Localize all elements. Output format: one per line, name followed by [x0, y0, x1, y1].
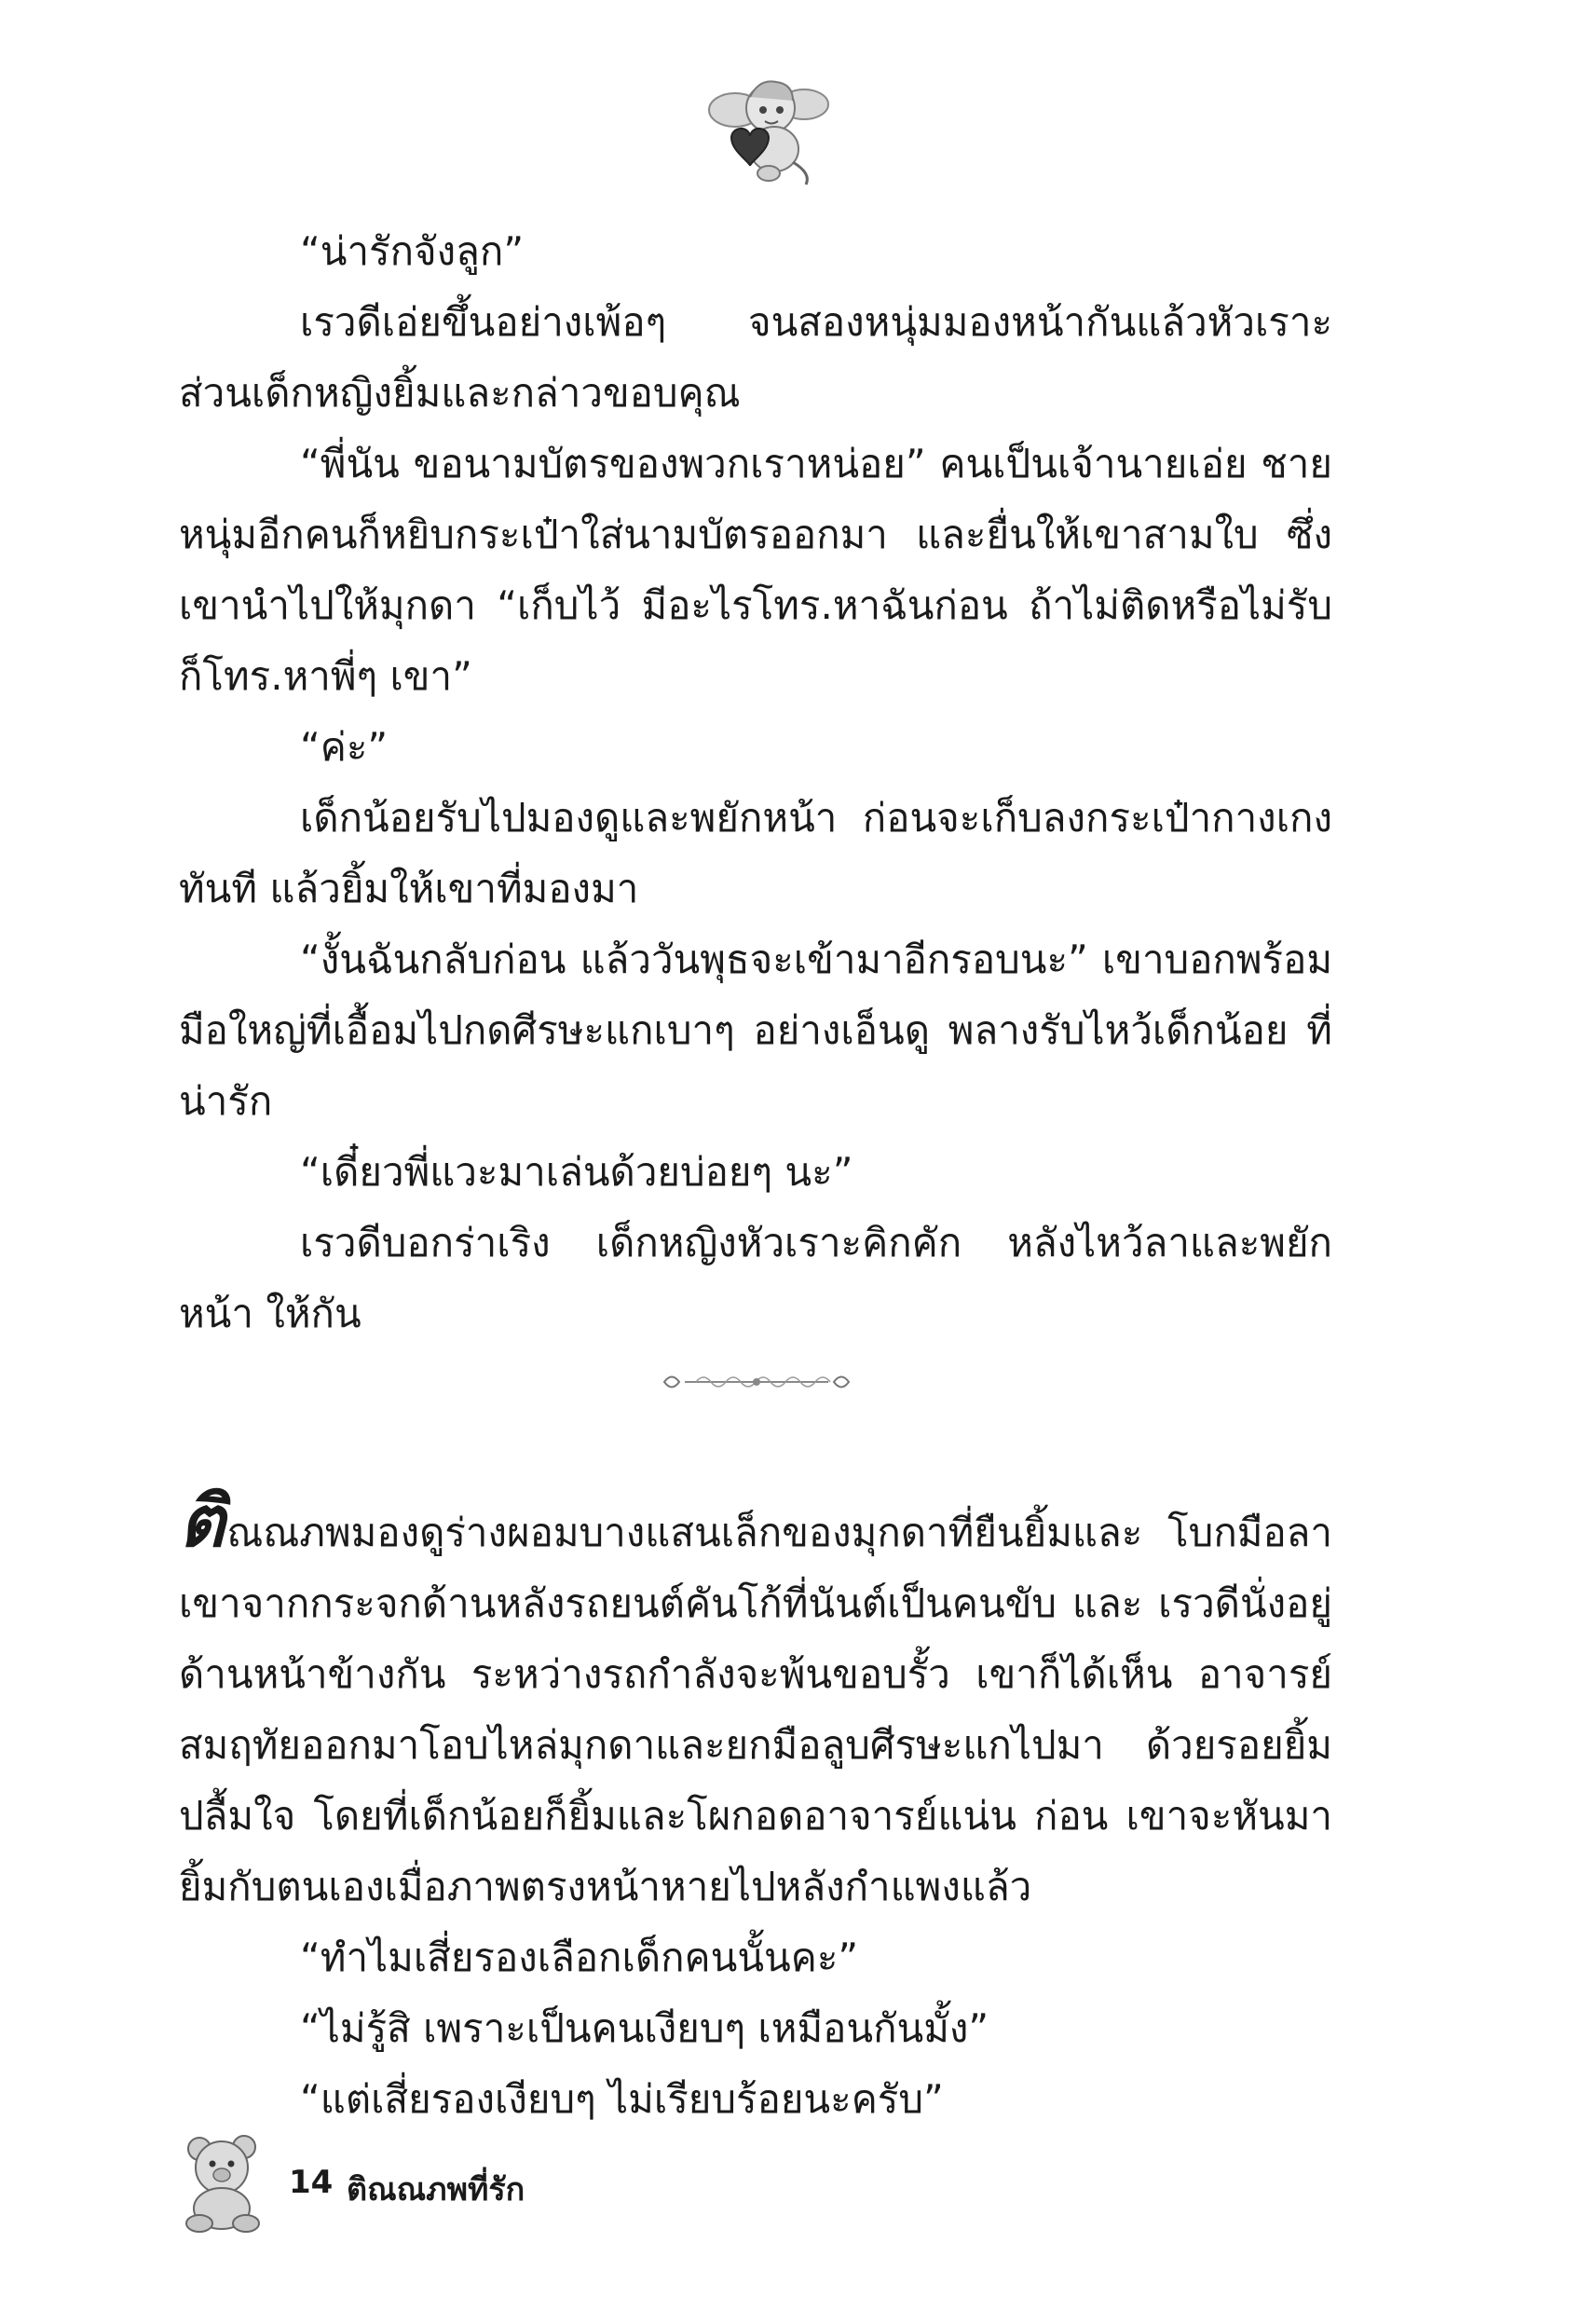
paragraph: “พี่นัน ขอนามบัตรของพวกเราหน่อย” คนเป็นเจ้านายเอ่ย ชายหนุ่มอีกคนก็หยิบกระเป๋าใส่นามบัตรออกมา และยื่นให้เขาสามใบ ซึ่งเขานำไปให้มุกดา “เก็บไว้ มีอะไรโทร.หาฉันก่อน ถ้าไม่ติดหรือไม่รับ ก็โทร.หาพี่ๆ เขา” — [179, 441, 1332, 699]
paragraph: “น่ารักจังลูก” — [300, 228, 525, 274]
dropcap-paragraph — [179, 1480, 1332, 1922]
paragraph: “แต่เสี่ยรองเงียบๆ ไม่เรียบร้อยนะครับ” — [300, 2076, 944, 2122]
ornament-divider-icon — [659, 1366, 854, 1398]
paragraph: “ทำไมเสี่ยรองเลือกเด็กคนนั้นคะ” — [300, 1935, 859, 1980]
paragraph: เรวดีบอกร่าเริง เด็กหญิงหัวเราะคิกคัก หลังไหว้ลาและพยักหน้า ให้กัน — [179, 1220, 1332, 1336]
paragraph: “เดี๋ยวพี่แวะมาเล่นด้วยบ่อยๆ นะ” — [300, 1149, 853, 1195]
drop-cap-letter: ติ — [179, 1480, 227, 1563]
paragraph: “งั้นฉันกลับก่อน แล้ววันพุธจะเข้ามาอีกรอบนะ” เขาบอกพร้อม มือใหญ่ที่เอื้อมไปกดศีรษะแกเบาๆ อย่างเอ็นดู พลางรับไหว้เด็กน้อย ที่น่ารัก — [179, 937, 1332, 1124]
page-number: 14 — [289, 2164, 334, 2201]
paragraph: เรวดีเอ่ยขึ้นอย่างเพ้อๆ จนสองหนุ่มมองหน้ากันแล้วหัวเราะ ส่วนเด็กหญิงยิ้มและกล่าวขอบคุณ — [179, 299, 1332, 416]
cupid-heart-icon — [703, 73, 834, 189]
running-title: ติณณภพที่รัก — [347, 2171, 525, 2208]
dropcap-paragraph-text: ณณภพมองดูร่างผอมบางแสนเล็กของมุกดาที่ยืนยิ้มและ โบกมือลาเขาจากกระจกด้านหลังรถยนต์คันโก้ที่นันต์เป็นคนขับ และ เรวดีนั่งอยู่ด้านหน้าข้างกัน ระหว่างรถกำลังจะพ้นขอบรั้ว เขาก็ได้เห็น อาจารย์สมฤทัยออกมาโอบไหล่มุกดาและยกมือลูบศีรษะแกไปมา ด้วยรอยยิ้มปลื้มใจ โดยที่เด็กน้อยก็ยิ้มและโผกอดอาจารย์แน่น ก่อน เขาจะหันมายิ้มกับตนเองเมื่อภาพตรงหน้าหายไปหลังกำแพงแล้ว — [179, 1510, 1332, 1909]
body-text — [179, 216, 1332, 2135]
section-break — [179, 1349, 1332, 1489]
teddy-bear-icon — [179, 2132, 268, 2233]
paragraph: เด็กน้อยรับไปมองดูและพยักหน้า ก่อนจะเก็บลงกระเป๋ากางเกง ทันที แล้วยิ้มให้เขาที่มองมา — [179, 795, 1332, 911]
paragraph: “ค่ะ” — [300, 724, 389, 770]
paragraph: “ไม่รู้สิ เพราะเป็นคนเงียบๆ เหมือนกันมั้ง” — [300, 2005, 989, 2051]
